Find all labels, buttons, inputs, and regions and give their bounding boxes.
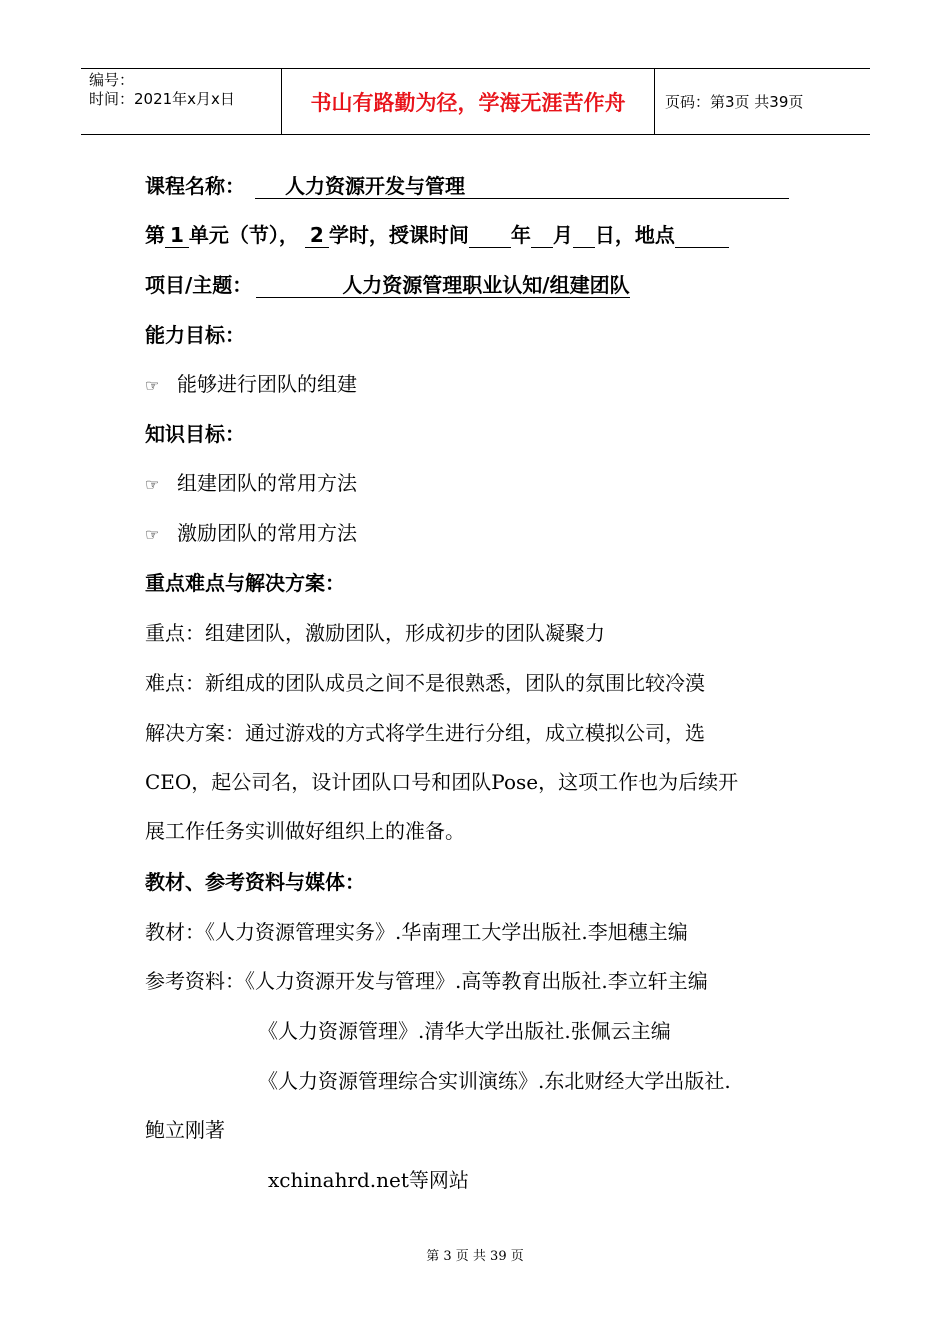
reference-item: 《人力资源管理综合实训演练》.东北财经大学出版社. <box>258 1069 731 1093</box>
unit-prefix: 第 <box>145 223 165 247</box>
course-name-line <box>145 173 789 199</box>
knowledge-item-text: 组建团队的常用方法 <box>177 471 357 495</box>
header-page-code: 页码：第3页 共39页 <box>665 93 804 111</box>
solution-line-2: CEO，起公司名，设计团队口号和团队Pose，这项工作也为后续开 <box>145 770 739 794</box>
solution-line-3: 展工作任务实训做好组织上的准备。 <box>145 819 465 843</box>
year-blank <box>469 223 511 248</box>
header-meta <box>81 69 282 134</box>
unit-line <box>145 222 729 248</box>
reference-item: 《人力资源管理》.清华大学出版社.张佩云主编 <box>258 1019 671 1043</box>
knowledge-item <box>145 470 357 498</box>
pointing-hand-icon: ☞ <box>145 475 160 494</box>
day-label: 日，地点 <box>594 223 675 247</box>
reference-wrap: 鲍立刚著 <box>145 1118 225 1142</box>
key-points-title: 重点难点与解决方案： <box>145 571 345 595</box>
materials-title: 教材、参考资料与媒体： <box>145 870 365 894</box>
pointing-hand-icon: ☞ <box>145 376 160 395</box>
solution-line-1: 解决方案：通过游戏的方式将学生进行分组，成立模拟公司，选 <box>145 721 705 745</box>
location-blank <box>675 223 729 248</box>
page-header <box>81 68 870 135</box>
focus-text: 重点：组建团队，激励团队，形成初步的团队凝聚力 <box>145 621 605 645</box>
knowledge-item-text: 激励团队的常用方法 <box>177 521 357 545</box>
year-label: 年 <box>510 223 531 247</box>
hours-suffix: 学时，授课时间 <box>328 223 469 247</box>
month-blank <box>531 223 553 248</box>
header-motto: 书山有路勤为径，学海无涯苦作舟 <box>282 69 655 134</box>
topic-value: 人力资源管理职业认知/组建团队 <box>256 273 629 298</box>
page-footer: 第 3 页 共 39 页 <box>426 1249 524 1264</box>
knowledge-title: 知识目标： <box>145 422 245 446</box>
ability-item-text: 能够进行团队的组建 <box>177 372 357 396</box>
reference-line-1 <box>145 968 708 994</box>
ability-item <box>145 371 357 399</box>
unit-number: 1 <box>165 223 189 248</box>
website-text: xchinahrd.net等网站 <box>268 1168 469 1192</box>
unit-suffix: 单元（节）， <box>188 223 299 247</box>
course-name-label: 课程名称： <box>145 174 245 198</box>
textbook-text: 教材：《人力资源管理实务》.华南理工大学出版社.李旭穗主编 <box>145 920 688 944</box>
ability-title: 能力目标： <box>145 323 245 347</box>
reference-item: 《人力资源开发与管理》.高等教育出版社.李立轩主编 <box>245 969 708 993</box>
topic-label: 项目/主题： <box>145 273 253 297</box>
reference-label: 参考资料： <box>145 969 245 993</box>
knowledge-item <box>145 520 357 548</box>
course-name-value: 人力资源开发与管理 <box>285 174 465 198</box>
time-label: 时间：2021年x月x日 <box>89 90 235 108</box>
month-label: 月 <box>552 223 573 247</box>
day-blank <box>573 223 595 248</box>
difficulty-text: 难点：新组成的团队成员之间不是很熟悉，团队的氛围比较冷漠 <box>145 671 705 695</box>
course-name-field <box>255 174 789 199</box>
topic-line <box>145 272 630 298</box>
pointing-hand-icon: ☞ <box>145 525 160 544</box>
number-label: 编号： <box>89 71 135 89</box>
hours-value: 2 <box>305 223 329 248</box>
